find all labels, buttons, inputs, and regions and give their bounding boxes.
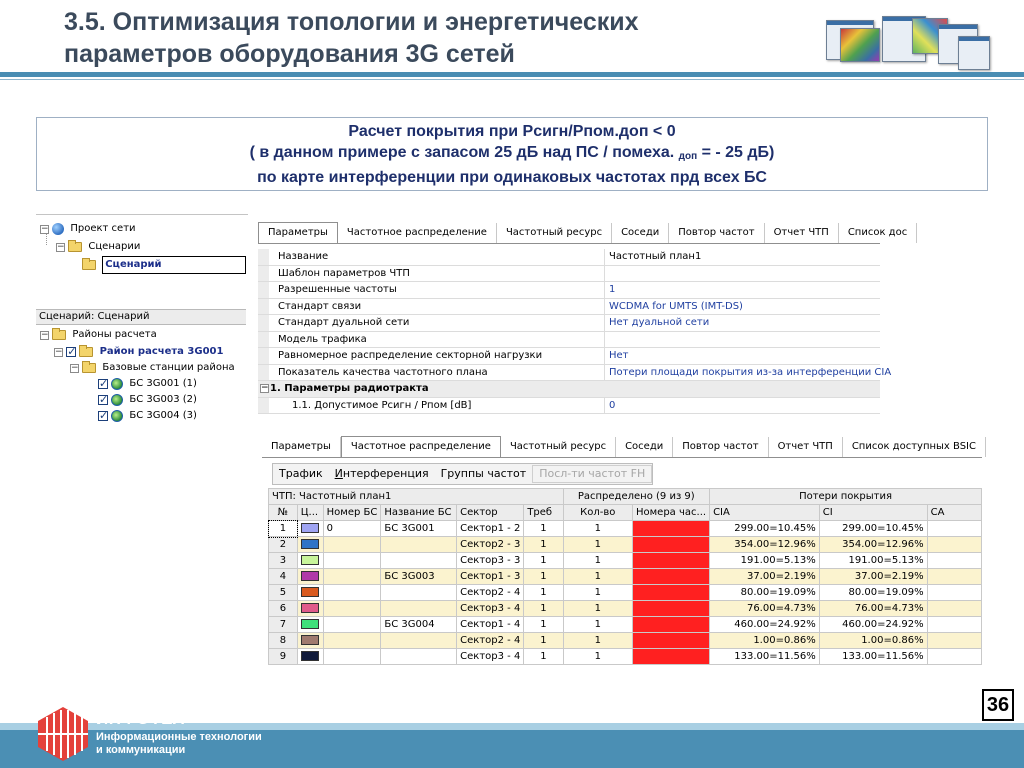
property-value[interactable]: Нет дуальной сети bbox=[604, 315, 880, 331]
table-row[interactable] bbox=[269, 537, 982, 553]
row-number-cell[interactable]: 8 bbox=[269, 633, 298, 649]
column-header[interactable]: Сектор bbox=[457, 505, 524, 521]
tree-item-areas[interactable] bbox=[40, 327, 157, 343]
column-header[interactable]: CI bbox=[819, 505, 927, 521]
bs-checkbox[interactable] bbox=[98, 395, 108, 405]
properties-tabbar bbox=[258, 222, 917, 244]
bs-checkbox[interactable] bbox=[98, 411, 108, 421]
collapse-icon[interactable]: − bbox=[41, 223, 49, 234]
ci-cell[interactable]: 37.00=2.19% bbox=[819, 569, 927, 585]
cia-cell[interactable]: 1.00=0.86% bbox=[710, 633, 820, 649]
antenna-icon bbox=[111, 394, 123, 406]
info-line2 bbox=[37, 142, 987, 167]
bs-name-cell[interactable] bbox=[381, 601, 457, 617]
info-line1: Расчет покрытия при Рсигн/Рпом.доп < 0 bbox=[348, 123, 676, 140]
color-cell[interactable] bbox=[297, 585, 323, 601]
property-value[interactable]: 0 bbox=[604, 398, 880, 414]
row-number-cell[interactable]: 9 bbox=[269, 649, 298, 665]
footer-brand: ИНФОТЕЛ bbox=[96, 709, 186, 728]
required-cell[interactable]: 1 bbox=[524, 617, 563, 633]
freq-groups-button[interactable]: Группы частот bbox=[440, 467, 527, 480]
column-header[interactable]: Название БС bbox=[381, 505, 457, 521]
sector-cell[interactable]: Сектор3 - 4 bbox=[457, 649, 524, 665]
property-row[interactable] bbox=[258, 398, 880, 415]
bs-number-cell[interactable] bbox=[323, 633, 381, 649]
table-row[interactable] bbox=[269, 617, 982, 633]
group-header-losses: Потери покрытия bbox=[710, 489, 982, 505]
tab-frequency-resource[interactable]: Частотный ресурс bbox=[501, 437, 616, 457]
column-header[interactable]: Номера час... bbox=[633, 505, 710, 521]
color-cell[interactable] bbox=[297, 633, 323, 649]
property-value[interactable] bbox=[604, 332, 880, 348]
required-cell[interactable]: 1 bbox=[524, 537, 563, 553]
table-row[interactable] bbox=[269, 521, 982, 537]
quantity-cell[interactable]: 1 bbox=[563, 617, 633, 633]
globe-icon bbox=[52, 223, 64, 235]
property-value[interactable]: 1 bbox=[604, 282, 880, 298]
quantity-cell[interactable]: 1 bbox=[563, 585, 633, 601]
tree-item-project[interactable] bbox=[40, 221, 136, 237]
tree-item-bs1[interactable] bbox=[98, 376, 197, 392]
tab-frequency-reuse[interactable]: Повтор частот bbox=[669, 223, 764, 243]
tree-item-label: БС 3G001 (1) bbox=[129, 378, 197, 389]
property-value[interactable]: WCDMA for UMTS (IMT-DS) bbox=[604, 299, 880, 315]
bs-number-cell[interactable] bbox=[323, 617, 381, 633]
thumb-map-1 bbox=[840, 28, 880, 62]
bs-name-cell[interactable] bbox=[381, 649, 457, 665]
tab-frequency-distribution[interactable]: Частотное распределение bbox=[338, 223, 497, 243]
ci-cell[interactable]: 354.00=12.96% bbox=[819, 537, 927, 553]
antenna-icon bbox=[111, 378, 123, 390]
column-header[interactable]: Кол-во bbox=[563, 505, 633, 521]
color-swatch bbox=[301, 523, 319, 533]
required-cell[interactable]: 1 bbox=[524, 521, 563, 537]
cia-cell[interactable]: 299.00=10.45% bbox=[710, 521, 820, 537]
property-row[interactable] bbox=[258, 249, 880, 266]
ci-cell[interactable]: 76.00=4.73% bbox=[819, 601, 927, 617]
cia-cell[interactable]: 80.00=19.09% bbox=[710, 585, 820, 601]
color-cell[interactable] bbox=[297, 617, 323, 633]
cia-cell[interactable]: 37.00=2.19% bbox=[710, 569, 820, 585]
row-number-cell[interactable]: 1 bbox=[269, 521, 298, 537]
tree-item-label: Базовые станции района bbox=[102, 362, 235, 373]
ca-cell[interactable] bbox=[927, 633, 981, 649]
scenario-header-bar: Сценарий: Сценарий bbox=[36, 309, 246, 325]
folder-icon bbox=[79, 347, 93, 357]
property-name: Стандарт дуальной сети bbox=[278, 317, 410, 328]
tree-item-label: Районы расчета bbox=[72, 329, 157, 340]
row-number-cell[interactable]: 6 bbox=[269, 601, 298, 617]
bs-name-cell[interactable] bbox=[381, 553, 457, 569]
property-name: Шаблон параметров ЧТП bbox=[278, 267, 410, 279]
bs-name-cell[interactable]: БС 3G003 bbox=[381, 569, 457, 585]
ca-cell[interactable] bbox=[927, 537, 981, 553]
row-number-cell[interactable]: 3 bbox=[269, 553, 298, 569]
table-row[interactable] bbox=[269, 601, 982, 617]
channel-numbers-cell[interactable]: 1 bbox=[633, 521, 710, 537]
sector-cell[interactable]: Сектор1 - 2 bbox=[457, 521, 524, 537]
tab-report[interactable]: Отчет ЧТП bbox=[769, 437, 843, 457]
table-row[interactable] bbox=[269, 585, 982, 601]
tree-item-label-selected: Сценарий bbox=[102, 256, 246, 274]
interference-button[interactable] bbox=[329, 464, 435, 484]
fh-sequence-button[interactable]: Посл-ти частот FH bbox=[532, 465, 652, 483]
ci-cell[interactable]: 460.00=24.92% bbox=[819, 617, 927, 633]
required-cell[interactable]: 1 bbox=[524, 585, 563, 601]
bs-number-cell[interactable] bbox=[323, 553, 381, 569]
column-header[interactable]: № bbox=[269, 505, 298, 521]
color-cell[interactable] bbox=[297, 649, 323, 665]
tree-item-label: БС 3G004 (3) bbox=[129, 410, 197, 421]
tree-item-scenarios[interactable] bbox=[56, 239, 140, 255]
ca-cell[interactable] bbox=[927, 601, 981, 617]
collapse-icon[interactable]: − bbox=[71, 362, 79, 373]
slide-title-line1: 3.5. Оптимизация топологии и энергетических bbox=[64, 8, 639, 36]
color-cell[interactable] bbox=[297, 569, 323, 585]
channel-numbers-cell[interactable]: 1 bbox=[633, 617, 710, 633]
bs-name-cell[interactable] bbox=[381, 633, 457, 649]
thumb-window-4 bbox=[958, 36, 990, 70]
color-swatch bbox=[301, 619, 319, 629]
color-cell[interactable] bbox=[297, 537, 323, 553]
column-header[interactable]: Номер БС bbox=[323, 505, 381, 521]
ca-cell[interactable] bbox=[927, 553, 981, 569]
frequency-plan-properties bbox=[258, 214, 908, 416]
color-swatch bbox=[301, 603, 319, 613]
tab-bsic-list[interactable]: Список доступных BSIC bbox=[843, 437, 986, 457]
slide-title-line2: параметров оборудования 3G сетей bbox=[64, 40, 515, 68]
tree-item-label: БС 3G003 (2) bbox=[129, 394, 197, 405]
folder-icon bbox=[68, 242, 82, 252]
quantity-cell[interactable]: 1 bbox=[563, 521, 633, 537]
bs-name-cell[interactable]: БС 3G001 bbox=[381, 521, 457, 537]
channel-numbers-cell[interactable]: 1 bbox=[633, 633, 710, 649]
required-cell[interactable]: 1 bbox=[524, 601, 563, 617]
column-header[interactable]: CA bbox=[927, 505, 981, 521]
color-swatch bbox=[301, 555, 319, 565]
collapse-icon[interactable]: − bbox=[261, 383, 269, 393]
cia-cell[interactable]: 460.00=24.92% bbox=[710, 617, 820, 633]
collapse-icon[interactable]: − bbox=[41, 329, 49, 340]
property-row[interactable] bbox=[258, 332, 880, 349]
footer-tagline-line1: Информационные технологии bbox=[96, 731, 262, 743]
property-name: Название bbox=[278, 251, 329, 262]
distribution-tabbar bbox=[262, 436, 986, 458]
traffic-button[interactable]: Трафик bbox=[279, 467, 323, 480]
bs-number-cell[interactable] bbox=[323, 601, 381, 617]
color-swatch bbox=[301, 539, 319, 549]
group-header-plan: ЧТП: Частотный план1 bbox=[269, 489, 564, 505]
row-number-cell[interactable]: 2 bbox=[269, 537, 298, 553]
property-value[interactable]: Нет bbox=[604, 348, 880, 364]
row-number-cell[interactable]: 4 bbox=[269, 569, 298, 585]
tab-bsic-list[interactable]: Список дос bbox=[839, 223, 917, 243]
ca-cell[interactable] bbox=[927, 649, 981, 665]
header-divider-thin bbox=[0, 79, 1024, 80]
quantity-cell[interactable]: 1 bbox=[563, 553, 633, 569]
property-row[interactable] bbox=[258, 315, 880, 332]
tab-neighbors[interactable]: Соседи bbox=[616, 437, 673, 457]
table-row[interactable] bbox=[269, 553, 982, 569]
quantity-cell[interactable]: 1 bbox=[563, 601, 633, 617]
bs-name-cell[interactable] bbox=[381, 537, 457, 553]
group-header-distributed: Распределено (9 из 9) bbox=[563, 489, 710, 505]
tree-item-bs3[interactable] bbox=[98, 408, 197, 424]
bs-number-cell[interactable] bbox=[323, 569, 381, 585]
ca-cell[interactable] bbox=[927, 585, 981, 601]
property-row[interactable] bbox=[258, 266, 880, 283]
table-row[interactable] bbox=[269, 633, 982, 649]
color-swatch bbox=[301, 587, 319, 597]
property-row[interactable] bbox=[258, 299, 880, 316]
interference-accel: И bbox=[334, 467, 343, 480]
required-cell[interactable]: 1 bbox=[524, 569, 563, 585]
ci-cell[interactable]: 133.00=11.56% bbox=[819, 649, 927, 665]
collapse-icon[interactable]: − bbox=[57, 241, 65, 252]
bs-number-cell[interactable] bbox=[323, 537, 381, 553]
property-row[interactable] bbox=[258, 348, 880, 365]
tree-item-stations[interactable] bbox=[70, 360, 235, 376]
ci-cell[interactable]: 191.00=5.13% bbox=[819, 553, 927, 569]
channel-numbers-cell[interactable]: 1 bbox=[633, 553, 710, 569]
property-name: 1.1. Допустимое Рсигн / Рпом [dB] bbox=[292, 399, 472, 411]
slide-title bbox=[64, 6, 784, 70]
section-title: 1. Параметры радиотракта bbox=[270, 383, 429, 394]
property-value[interactable]: Частотный план1 bbox=[604, 249, 880, 265]
cia-cell[interactable]: 354.00=12.96% bbox=[710, 537, 820, 553]
color-swatch bbox=[301, 635, 319, 645]
table-row[interactable] bbox=[269, 649, 982, 665]
network-tree-panel bbox=[36, 214, 248, 421]
tab-parameters[interactable]: Параметры bbox=[262, 437, 341, 457]
folder-icon bbox=[82, 260, 96, 270]
ca-cell[interactable] bbox=[927, 617, 981, 633]
column-header[interactable]: CIA bbox=[710, 505, 820, 521]
frequency-distribution-panel bbox=[262, 430, 982, 676]
sector-cell[interactable]: Сектор1 - 4 bbox=[457, 617, 524, 633]
color-swatch bbox=[301, 651, 319, 661]
info-line3: по карте интерференции при одинаковых частотах прд всех БС bbox=[257, 169, 767, 186]
tab-frequency-reuse[interactable]: Повтор частот bbox=[673, 437, 768, 457]
cia-cell[interactable]: 133.00=11.56% bbox=[710, 649, 820, 665]
property-value[interactable] bbox=[604, 266, 880, 282]
tab-report[interactable]: Отчет ЧТП bbox=[765, 223, 839, 243]
tab-parameters[interactable]: Параметры bbox=[258, 222, 338, 244]
folder-icon bbox=[52, 330, 66, 340]
interference-label: нтерференция bbox=[342, 467, 429, 480]
color-swatch bbox=[301, 571, 319, 581]
column-header[interactable]: Треб bbox=[524, 505, 563, 521]
sector-cell[interactable]: Сектор2 - 4 bbox=[457, 633, 524, 649]
tree-item-label: Район расчета 3G001 bbox=[99, 346, 224, 357]
required-cell[interactable]: 1 bbox=[524, 633, 563, 649]
table-row[interactable] bbox=[269, 569, 982, 585]
property-name: Стандарт связи bbox=[278, 300, 362, 312]
header-screenshots-graphic bbox=[826, 14, 992, 72]
required-cell[interactable]: 1 bbox=[524, 649, 563, 665]
property-name: Равномерное распределение секторной нагрузки bbox=[278, 350, 543, 361]
tree-item-bs2[interactable] bbox=[98, 392, 197, 408]
sector-cell[interactable]: Сектор2 - 4 bbox=[457, 585, 524, 601]
folder-icon bbox=[82, 363, 96, 373]
tree-item-scenario[interactable] bbox=[82, 256, 246, 272]
property-section-radiopath[interactable] bbox=[258, 381, 880, 398]
bs-name-cell[interactable]: БС 3G004 bbox=[381, 617, 457, 633]
color-cell[interactable] bbox=[297, 521, 323, 537]
tab-frequency-resource[interactable]: Частотный ресурс bbox=[497, 223, 612, 243]
page-number: 36 bbox=[982, 689, 1014, 721]
header-divider bbox=[0, 72, 1024, 77]
collapse-icon[interactable]: − bbox=[55, 346, 63, 357]
bs-checkbox[interactable] bbox=[98, 379, 108, 389]
info-box bbox=[36, 117, 988, 191]
color-cell[interactable] bbox=[297, 601, 323, 617]
info-line2-pre: ( в данном примере с запасом 25 дБ над ПС / помеха. bbox=[249, 144, 675, 161]
channel-numbers-cell[interactable]: 1 bbox=[633, 569, 710, 585]
bs-number-cell[interactable] bbox=[323, 649, 381, 665]
tree-item-area[interactable] bbox=[54, 344, 223, 360]
tree-item-label: Проект сети bbox=[70, 223, 136, 234]
ca-cell[interactable] bbox=[927, 521, 981, 537]
footer-tagline bbox=[96, 731, 262, 757]
antenna-icon bbox=[111, 410, 123, 422]
cia-cell[interactable]: 191.00=5.13% bbox=[710, 553, 820, 569]
ci-cell[interactable]: 299.00=10.45% bbox=[819, 521, 927, 537]
tree-item-label: Сценарии bbox=[88, 241, 141, 252]
ci-cell[interactable]: 80.00=19.09% bbox=[819, 585, 927, 601]
cia-cell[interactable]: 76.00=4.73% bbox=[710, 601, 820, 617]
quantity-cell[interactable]: 1 bbox=[563, 537, 633, 553]
info-line2-sub: доп bbox=[678, 151, 698, 162]
ci-cell[interactable]: 1.00=0.86% bbox=[819, 633, 927, 649]
quantity-cell[interactable]: 1 bbox=[563, 633, 633, 649]
quantity-cell[interactable]: 1 bbox=[563, 649, 633, 665]
channel-numbers-cell[interactable]: 1 bbox=[633, 649, 710, 665]
channel-numbers-cell[interactable]: 1 bbox=[633, 585, 710, 601]
property-name: Разрешенные частоты bbox=[278, 284, 397, 295]
sector-cell[interactable]: Сектор3 - 4 bbox=[457, 601, 524, 617]
sector-cell[interactable]: Сектор2 - 3 bbox=[457, 537, 524, 553]
channel-numbers-cell[interactable]: 1 bbox=[633, 537, 710, 553]
bs-number-cell[interactable] bbox=[323, 585, 381, 601]
info-line2-post: = - 25 дБ) bbox=[701, 144, 775, 161]
required-cell[interactable]: 1 bbox=[524, 553, 563, 569]
channel-numbers-cell[interactable]: 1 bbox=[633, 601, 710, 617]
row-number-cell[interactable]: 7 bbox=[269, 617, 298, 633]
color-cell[interactable] bbox=[297, 553, 323, 569]
footer-tagline-line2: и коммуникации bbox=[96, 744, 186, 756]
area-checkbox[interactable] bbox=[66, 347, 76, 357]
sector-cell[interactable]: Сектор1 - 3 bbox=[457, 569, 524, 585]
bs-number-cell[interactable]: 0 bbox=[323, 521, 381, 537]
distribution-toolbar bbox=[272, 463, 653, 485]
infotel-logo-icon bbox=[34, 705, 92, 763]
bs-name-cell[interactable] bbox=[381, 585, 457, 601]
sector-cell[interactable]: Сектор3 - 3 bbox=[457, 553, 524, 569]
table-group-header bbox=[269, 489, 982, 505]
column-header[interactable]: Ц... bbox=[297, 505, 323, 521]
tab-neighbors[interactable]: Соседи bbox=[612, 223, 669, 243]
ca-cell[interactable] bbox=[927, 569, 981, 585]
property-value[interactable]: Потери площади покрытия из-за интерференции CIA bbox=[604, 365, 880, 381]
row-number-cell[interactable]: 5 bbox=[269, 585, 298, 601]
quantity-cell[interactable]: 1 bbox=[563, 569, 633, 585]
frequency-distribution-table bbox=[268, 488, 982, 665]
table-column-header bbox=[269, 505, 982, 521]
tab-frequency-distribution[interactable]: Частотное распределение bbox=[341, 436, 501, 458]
property-name: Модель трафика bbox=[278, 333, 367, 345]
property-row[interactable] bbox=[258, 282, 880, 299]
property-name: Показатель качества частотного плана bbox=[278, 366, 488, 378]
property-grid bbox=[258, 249, 892, 414]
property-row[interactable] bbox=[258, 365, 892, 382]
